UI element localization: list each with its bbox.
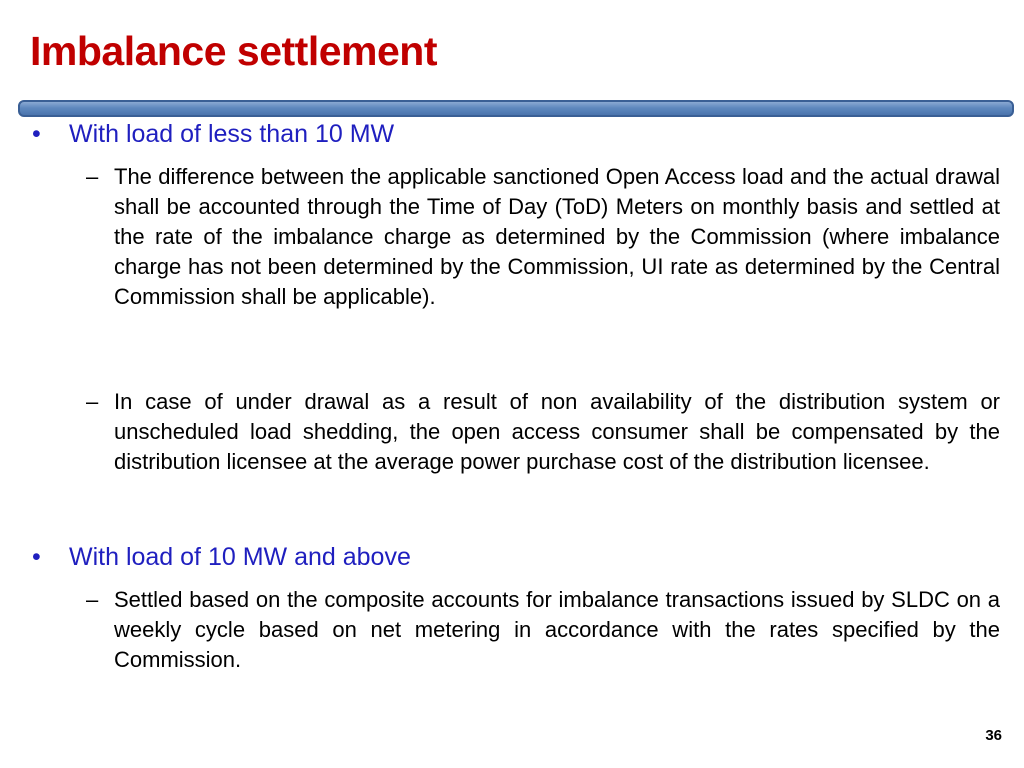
subitem-text: Settled based on the composite accounts for imbalance transactions issued by SLDC on a weekly cycle based on net metering in accordance with the rates specified by the Commission. <box>114 587 1000 672</box>
subitem-composite-accounts <box>86 585 1000 675</box>
bullet-marker: • <box>32 120 41 148</box>
bullet-text: With load of 10 MW and above <box>69 543 411 571</box>
title-divider-bar <box>18 100 1014 117</box>
bullet-load-less-than-10mw <box>32 120 992 149</box>
subitem-text: The difference between the applicable sanctioned Open Access load and the actual drawal shall be accounted through the Time of Day (ToD) Meters on monthly basis and settled at the rate of the imbalance charge as determined by the Commission (where imbalance charge has not been determined by the Commission, UI rate as determined by the Central Commission shall be applicable). <box>114 164 1000 309</box>
subitem-marker: – <box>86 587 99 612</box>
subitem-marker: – <box>86 164 99 189</box>
bullet-text: With load of less than 10 MW <box>69 120 395 148</box>
bullet-marker: • <box>32 543 41 571</box>
subitem-tod-meter-settlement <box>86 162 1000 312</box>
page-number: 36 <box>985 727 1002 744</box>
subitem-marker: – <box>86 389 99 414</box>
subitem-under-drawal-compensation <box>86 387 1000 477</box>
subitem-text: In case of under drawal as a result of non availability of the distribution system or unscheduled load shedding, the open access consumer shall be compensated by the distribution licensee at the average power purchase cost of the distribution licensee. <box>114 389 1000 474</box>
bullet-load-10mw-and-above <box>32 543 992 572</box>
slide-title: Imbalance settlement <box>30 28 437 74</box>
